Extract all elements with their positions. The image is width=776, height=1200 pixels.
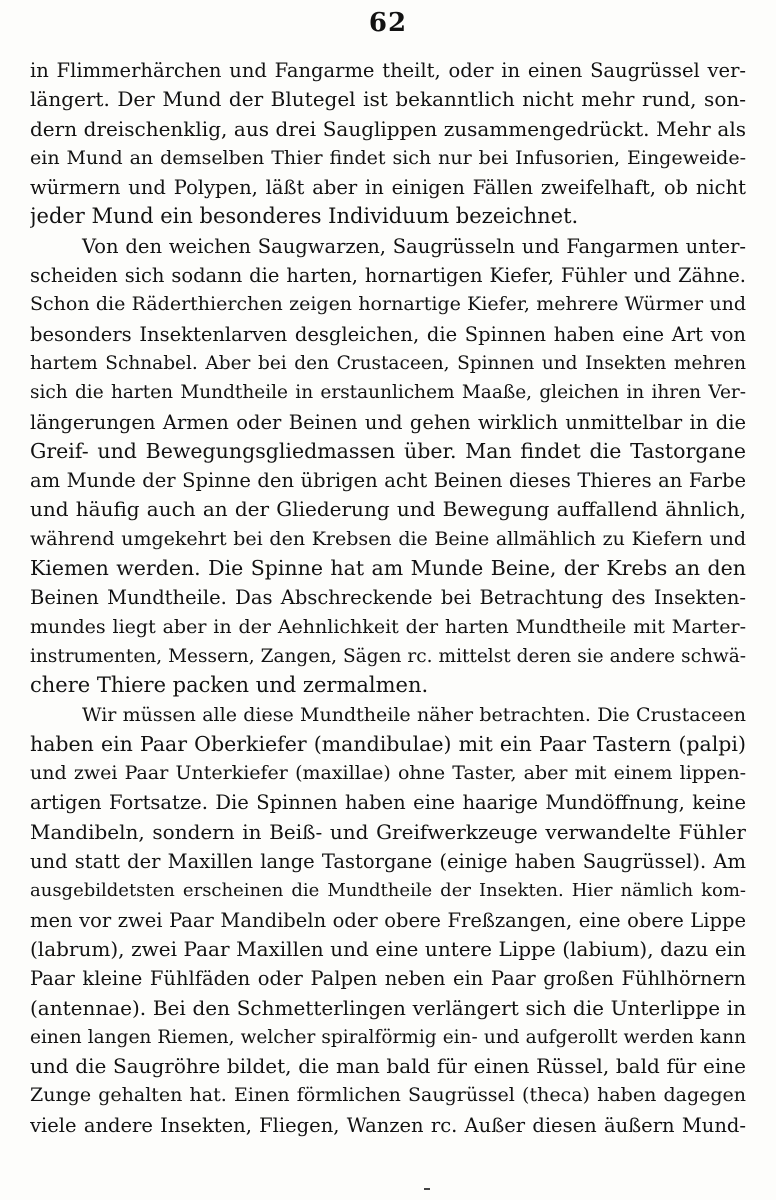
text-line: und statt der Maxillen lange Tastorgane (einige haben Saugrüssel). Am [30, 850, 746, 874]
text-line: Zunge gehalten hat. Einen förmlichen Saugrüssel (theca) haben dagegen [30, 1084, 746, 1107]
text-line: mundes liegt aber in der Aehnlichkeit der harten Mundtheile mit Marter- [30, 615, 746, 638]
text-line: artigen Fortsatze. Die Spinnen haben eine haarige Mundöffnung, keine [30, 791, 746, 815]
text-line: instrumenten, Messern, Zangen, Sägen rc. mittelst deren sie andere schwä- [30, 645, 746, 667]
text-line: haben ein Paar Oberkiefer (mandibulae) mit ein Paar Tastern (palpi) [30, 731, 746, 756]
text-line: jeder Mund ein besonderes Individuum bezeichnet. [30, 204, 579, 229]
text-line: Von den weichen Saugwarzen, Saugrüsseln und Fangarmen unter- [82, 234, 746, 258]
text-line: men vor zwei Paar Mandibeln oder obere Freßzangen, eine obere Lippe [30, 908, 746, 932]
text-line: (labrum), zwei Paar Maxillen und eine untere Lippe (labium), dazu ein [30, 936, 746, 961]
text-line: am Munde der Spinne den übrigen acht Beinen dieses Thieres an Farbe [30, 469, 746, 493]
text-line: Wir müssen alle diese Mundtheile näher betrachten. Die Crustaceen [82, 703, 746, 726]
print-mark [424, 1188, 430, 1190]
text-line: und häufig auch an der Gliederung und Bewegung auffallend ähnlich, [30, 497, 746, 522]
text-line: Paar kleine Fühlfäden oder Palpen neben ein Paar großen Fühlhörnern [30, 967, 746, 991]
body-text [30, 56, 746, 1140]
text-line: längert. Der Mund der Blutegel ist bekanntlich nicht mehr rund, son- [30, 87, 746, 112]
text-line: viele andere Insekten, Fliegen, Wanzen rc. Außer diesen äußern Mund- [30, 1113, 746, 1137]
text-line: und zwei Paar Unterkiefer (maxillae) ohne Taster, aber mit einem lippen- [30, 762, 746, 785]
text-line: Beinen Mundtheile. Das Abschreckende bei Betrachtung des Insekten- [30, 586, 746, 610]
text-line: längerungen Armen oder Beinen und gehen wirklich unmittelbar in die [30, 410, 746, 434]
text-line: würmern und Polypen, läßt aber in einigen Fällen zweifelhaft, ob nicht [30, 176, 746, 200]
text-line: besonders Insektenlarven desgleichen, die Spinnen haben eine Art von [30, 322, 746, 346]
text-line: scheiden sich sodann die harten, hornartigen Kiefer, Fühler und Zähne. [30, 264, 746, 288]
text-line: ausgebildetsten erscheinen die Mundtheile der Insekten. Hier nämlich kom- [30, 880, 746, 902]
page-number: 62 [368, 8, 408, 38]
text-line: ein Mund an demselben Thier findet sich nur bei Infusorien, Eingeweide- [30, 146, 746, 169]
text-line: dern dreischenklig, aus drei Sauglippen zusammengedrückt. Mehr als [30, 116, 746, 141]
text-line: (antennae). Bei den Schmetterlingen verlängert sich die Unterlippe in [30, 995, 746, 1020]
text-line: Mandibeln, sondern in Beiß- und Greifwerkzeuge verwandelte Fühler [30, 819, 746, 844]
text-line: einen langen Riemen, welcher spiralförmig ein- und aufgerollt werden kann [30, 1026, 746, 1048]
text-line: Kiemen werden. Die Spinne hat am Munde Beine, der Krebs an den [30, 556, 746, 581]
text-line: chere Thiere packen und zermalmen. [30, 673, 429, 698]
text-line: sich die harten Mundtheile in erstaunlichem Maaße, gleichen in ihren Ver- [30, 382, 746, 404]
text-line: Schon die Räderthierchen zeigen hornartige Kiefer, mehrere Würmer und [30, 293, 746, 316]
text-line: und die Saugröhre bildet, die man bald für einen Rüssel, bald für eine [30, 1054, 746, 1079]
text-line: hartem Schnabel. Aber bei den Crustaceen, Spinnen und Insekten mehren [30, 352, 746, 374]
text-line: während umgekehrt bei den Krebsen die Beine allmählich zu Kiefern und [30, 527, 746, 550]
text-line: Greif- und Bewegungsgliedmassen über. Man findet die Tastorgane [30, 438, 746, 463]
text-line: in Flimmerhärchen und Fangarme theilt, oder in einen Saugrüssel ver- [30, 59, 746, 82]
